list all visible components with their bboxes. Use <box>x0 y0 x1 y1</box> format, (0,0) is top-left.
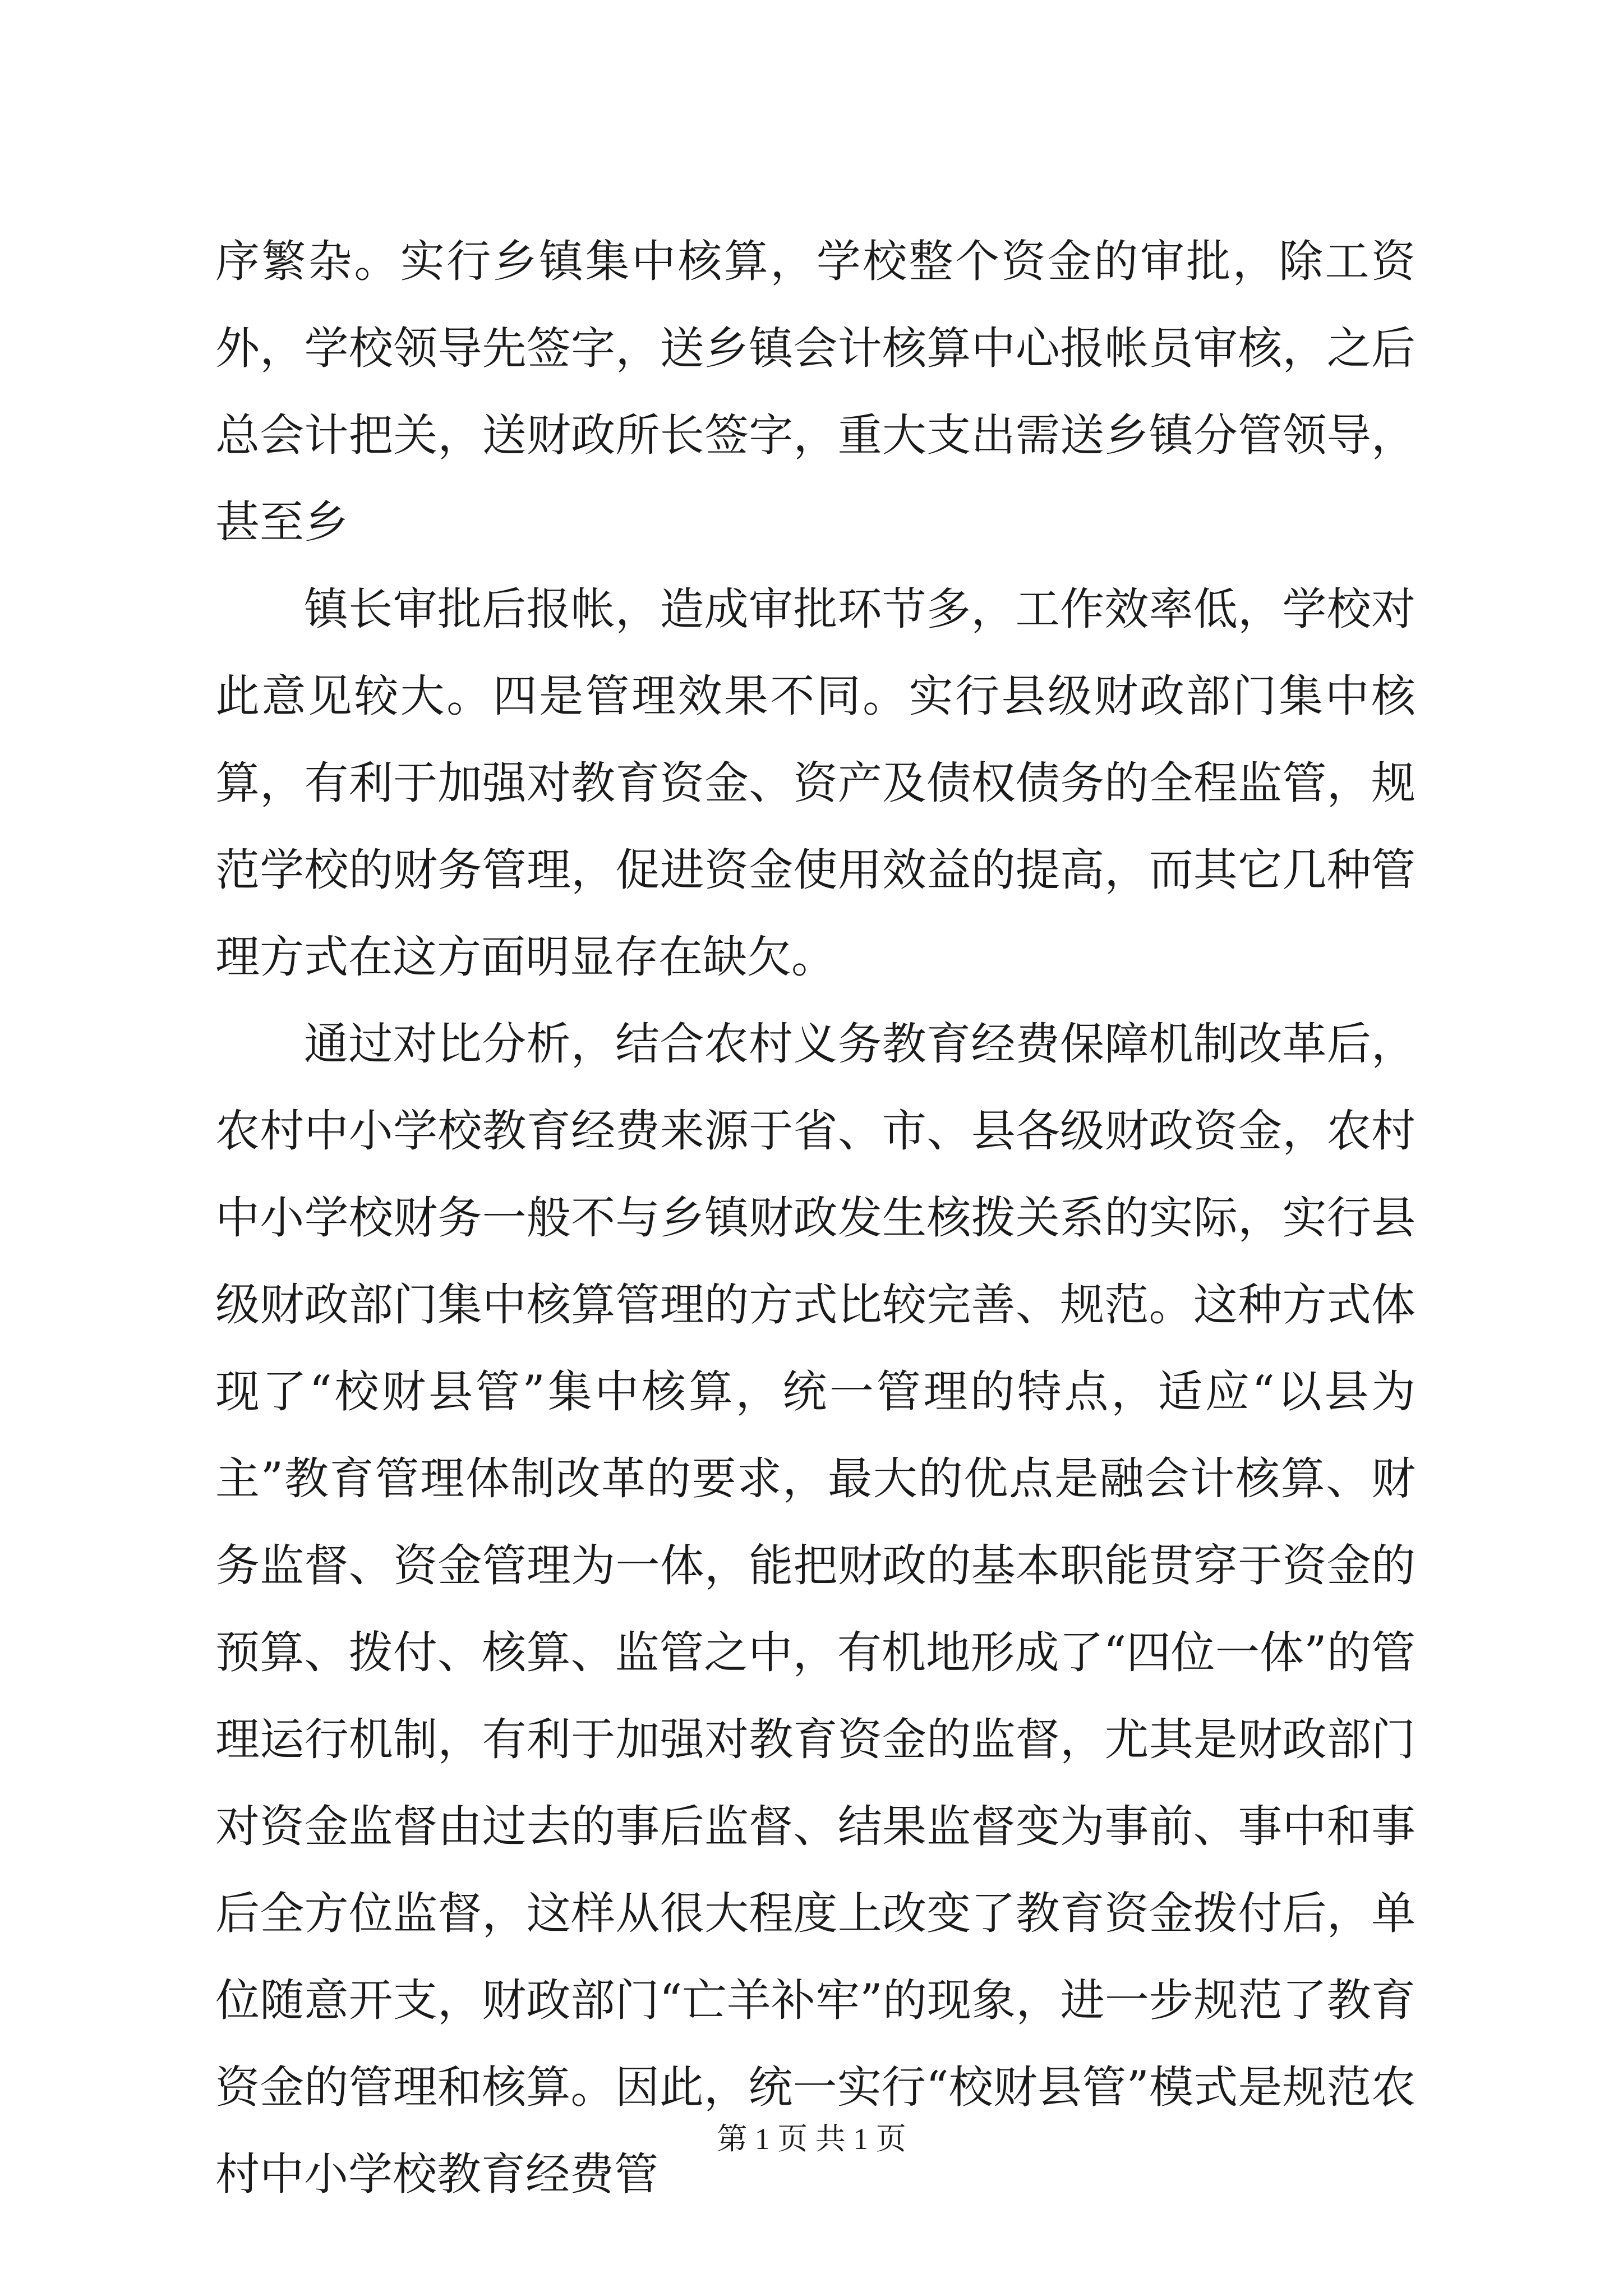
paragraph-2: 镇长审批后报帐，造成审批环节多，工作效率低，学校对此意见较大。四是管理效果不同。实行县级财政部门集中核算，有利于加强对教育资金、资产及债权债务的全程监管，规范学校的财务管理，促进资金使用效益的提高，而其它几种管理方式在这方面明显存在缺欠。 <box>215 583 1415 983</box>
document-body <box>215 218 1415 2218</box>
paragraph-1: 序繁杂。实行乡镇集中核算，学校整个资金的审批，除工资外，学校领导先签字，送乡镇会计核算中心报帐员审核，之后总会计把关，送财政所长签字，重大支出需送乡镇分管领导，甚至乡 <box>215 236 1415 548</box>
paragraph-3: 通过对比分析，结合农村义务教育经费保障机制改革后，农村中小学校教育经费来源于省、市、县各级财政资金，农村中小学校财务一般不与乡镇财政发生核拨关系的实际，实行县级财政部门集中核算管理的方式比较完善、规范。这种方式体现了“校财县管”集中核算，统一管理的特点，适应“以县为主”教育管理体制改革的要求，最大的优点是融会计核算、财务监督、资金管理为一体，能把财政的基本职能贯穿于资金的预算、拨付、核算、监管之中，有机地形成了“四位一体”的管理运行机制，有利于加强对教育资金的监督，尤其是财政部门对资金监督由过去的事后监督、结果监督变为事前、事中和事后全方位监督，这样从很大程度上改变了教育资金拨付后，单位随意开支，财政部门“亡羊补牢”的现象，进一步规范了教育资金的管理和核算。因此，统一实行“校财县管”模式是规范农村中小学校教育经费管 <box>215 1018 1415 2200</box>
page-footer: 第 1 页 共 1 页 <box>717 2122 906 2156</box>
